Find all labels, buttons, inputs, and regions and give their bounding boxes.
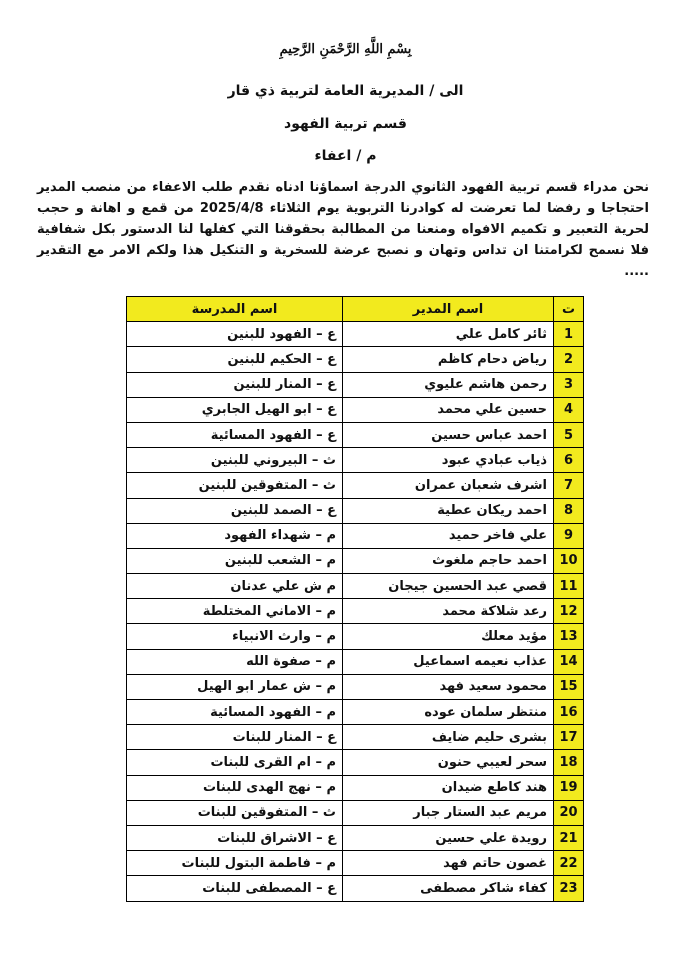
body-line-4: و التنكيل هذا ولكم الامر مع التقدير ..... <box>37 243 649 279</box>
recipient-line: الى / المديرية العامة لتربية ذي قار <box>227 83 464 99</box>
subject-line: م / اعفاء <box>314 148 377 164</box>
director-name-cell: بشرى حليم ضايف <box>343 725 554 750</box>
director-name-cell: احمد ريكان عطية <box>343 498 554 523</box>
row-number-cell: 4 <box>554 397 584 422</box>
table-row <box>127 347 584 372</box>
school-name-cell: م – الشعب للبنين <box>127 548 343 573</box>
school-name-cell: م ش علي عدنان <box>127 574 343 599</box>
table-row <box>127 725 584 750</box>
row-number-cell: 15 <box>554 674 584 699</box>
director-name-cell: قصي عبد الحسين جيجان <box>343 574 554 599</box>
row-number-cell: 22 <box>554 851 584 876</box>
row-number-cell: 21 <box>554 825 584 850</box>
row-number-cell: 10 <box>554 548 584 573</box>
basmala: بِسْمِ اللَّهِ الرَّحْمَنِ الرَّحِيمِ <box>279 42 412 57</box>
director-name-cell: مريم عبد الستار جبار <box>343 800 554 825</box>
row-number-cell: 20 <box>554 800 584 825</box>
school-name-cell: ث – المتفوقين للبنات <box>127 800 343 825</box>
row-number-cell: 2 <box>554 347 584 372</box>
school-name-cell: م – ام القرى للبنات <box>127 750 343 775</box>
director-name-cell: رحمن هاشم عليوي <box>343 372 554 397</box>
school-name-cell: ع – الاشراق للبنات <box>127 825 343 850</box>
director-name-cell: غصون حاتم فهد <box>343 851 554 876</box>
school-name-cell: م – وارث الانبياء <box>127 624 343 649</box>
director-name-cell: رويدة علي حسين <box>343 825 554 850</box>
row-number-cell: 6 <box>554 448 584 473</box>
row-number-cell: 13 <box>554 624 584 649</box>
table-row <box>127 523 584 548</box>
school-name-cell: م – صفوة الله <box>127 649 343 674</box>
school-name-cell: ع – المصطفى للبنات <box>127 876 343 901</box>
director-name-cell: كفاء شاكر مصطفى <box>343 876 554 901</box>
row-number-cell: 23 <box>554 876 584 901</box>
table-header-row <box>127 297 584 322</box>
row-number-cell: 17 <box>554 725 584 750</box>
school-name-cell: م – ش عمار ابو الهيل <box>127 674 343 699</box>
table-row <box>127 750 584 775</box>
director-name-cell: علي فاخر حميد <box>343 523 554 548</box>
directors-table <box>126 296 584 902</box>
body-line-3: من المطالبة بحقوقنا التي كفلها لنا الدستور بكل شفافية فلا نسمح لكرامتنا ان تداس وتهان و نصبح عرضة للسخرية <box>37 222 649 258</box>
director-name-cell: احمد حاجم ملغوث <box>343 548 554 573</box>
table-row <box>127 800 584 825</box>
table-row <box>127 372 584 397</box>
row-number-cell: 18 <box>554 750 584 775</box>
director-name-cell: ذياب عبادي عبود <box>343 448 554 473</box>
table-row <box>127 548 584 573</box>
row-number-cell: 19 <box>554 775 584 800</box>
table-row <box>127 498 584 523</box>
school-name-cell: ع – الفهود للبنين <box>127 322 343 347</box>
school-name-cell: م – الفهود المسائية <box>127 700 343 725</box>
school-name-cell: م – نهج الهدى للبنات <box>127 775 343 800</box>
column-header-number: ت <box>554 297 584 322</box>
director-name-cell: محمود سعيد فهد <box>343 674 554 699</box>
table-row <box>127 322 584 347</box>
column-header-director-name: اسم المدير <box>343 297 554 322</box>
column-header-school-name: اسم المدرسة <box>127 297 343 322</box>
table-row <box>127 599 584 624</box>
director-name-cell: عذاب نعيمه اسماعيل <box>343 649 554 674</box>
director-name-cell: اشرف شعبان عمران <box>343 473 554 498</box>
row-number-cell: 3 <box>554 372 584 397</box>
row-number-cell: 1 <box>554 322 584 347</box>
letter-body <box>37 177 649 282</box>
director-name-cell: احمد عباس حسين <box>343 422 554 447</box>
table-row <box>127 422 584 447</box>
table-row <box>127 700 584 725</box>
table-row <box>127 624 584 649</box>
table-row <box>127 448 584 473</box>
school-name-cell: م – الاماني المختلطة <box>127 599 343 624</box>
row-number-cell: 8 <box>554 498 584 523</box>
school-name-cell: ع – الصمد للبنين <box>127 498 343 523</box>
director-name-cell: منتظر سلمان عوده <box>343 700 554 725</box>
table-row <box>127 775 584 800</box>
row-number-cell: 12 <box>554 599 584 624</box>
row-number-cell: 16 <box>554 700 584 725</box>
school-name-cell: ع – ابو الهيل الجابري <box>127 397 343 422</box>
row-number-cell: 11 <box>554 574 584 599</box>
body-line-1: نحن مدراء قسم تربية الفهود الثانوي الدرجة اسماؤنا ادناه نقدم طلب الاعفاء من منصب المدير احتجاجا و رفضا لما <box>37 180 649 216</box>
school-name-cell: م – شهداء الفهود <box>127 523 343 548</box>
row-number-cell: 5 <box>554 422 584 447</box>
table-row <box>127 473 584 498</box>
table-row <box>127 574 584 599</box>
director-name-cell: رياض دحام كاظم <box>343 347 554 372</box>
director-name-cell: سحر لعيبي حنون <box>343 750 554 775</box>
table-row <box>127 649 584 674</box>
school-name-cell: ع – المنار للبنات <box>127 725 343 750</box>
director-name-cell: ثائر كامل علي <box>343 322 554 347</box>
school-name-cell: ع – المنار للبنين <box>127 372 343 397</box>
director-name-cell: رعد شلاكة محمد <box>343 599 554 624</box>
table-row <box>127 397 584 422</box>
director-name-cell: هند كاطع ضيدان <box>343 775 554 800</box>
school-name-cell: ث – المتفوقين للبنين <box>127 473 343 498</box>
row-number-cell: 9 <box>554 523 584 548</box>
table-body <box>127 322 584 901</box>
school-name-cell: م – فاطمة البتول للبنات <box>127 851 343 876</box>
table-row <box>127 674 584 699</box>
school-name-cell: ع – الحكيم للبنين <box>127 347 343 372</box>
table-row <box>127 851 584 876</box>
school-name-cell: ث – البيروني للبنين <box>127 448 343 473</box>
department-line: قسم تربية الفهود <box>284 116 407 132</box>
director-name-cell: حسين علي محمد <box>343 397 554 422</box>
table-row <box>127 876 584 901</box>
body-line-2: تعرضت له كوادرنا التربوية يوم الثلاثاء 2025/4/8 من قمع و اهانة و حجب لحرية التعبير و تكميم الافواه ومنعنا <box>37 201 649 237</box>
row-number-cell: 7 <box>554 473 584 498</box>
director-name-cell: مؤيد معلك <box>343 624 554 649</box>
school-name-cell: ع – الفهود المسائية <box>127 422 343 447</box>
row-number-cell: 14 <box>554 649 584 674</box>
table-row <box>127 825 584 850</box>
